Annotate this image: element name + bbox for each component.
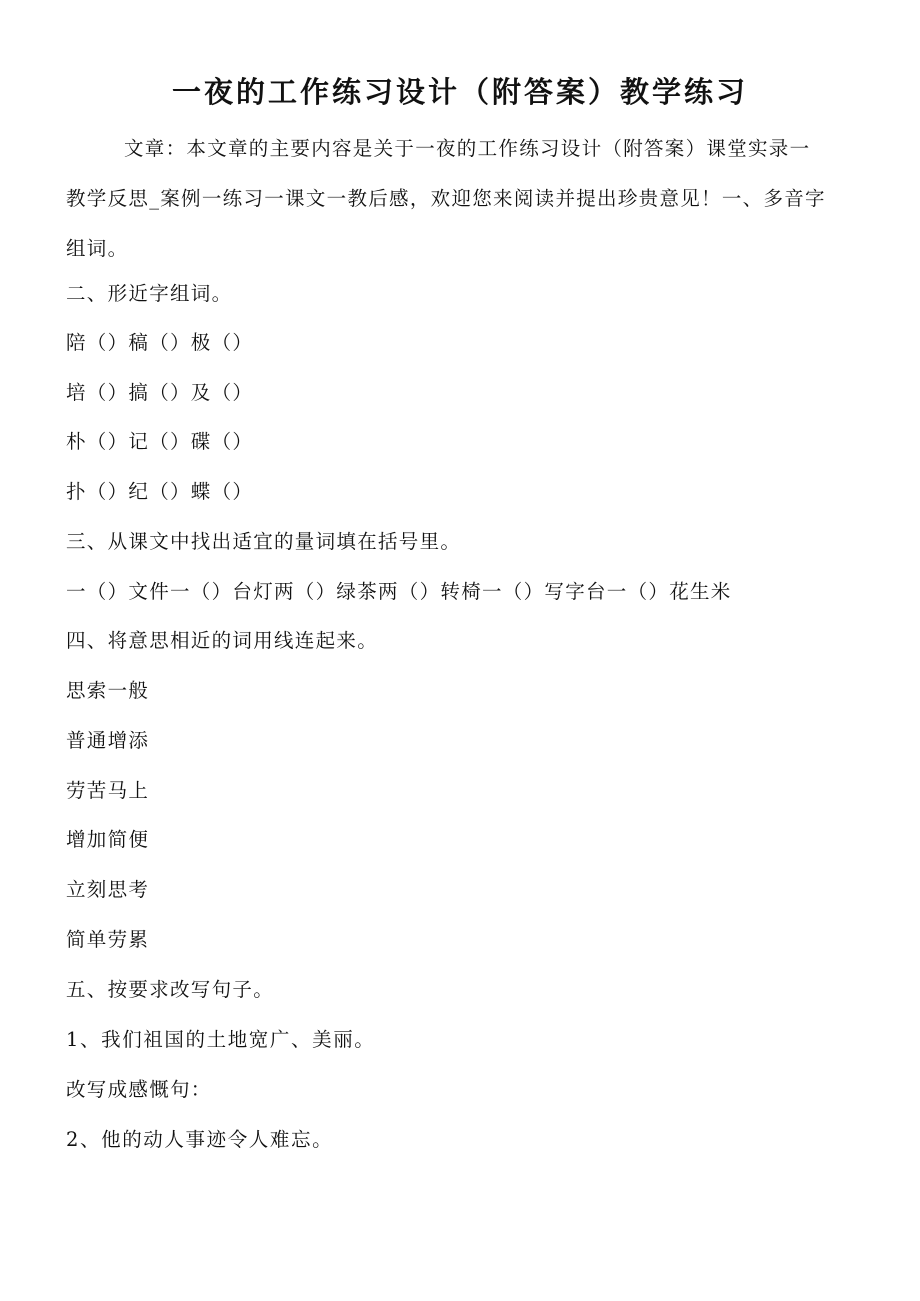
intro-line: 组词。 <box>66 237 129 260</box>
exercise-row: 陪（）稿（）极（） <box>66 331 254 354</box>
intro-line: 文章：本文章的主要内容是关于一夜的工作练习设计（附答案）课堂实录一 <box>124 137 811 160</box>
section-heading-4: 四、将意思相近的词用线连起来。 <box>66 629 379 652</box>
exercise-row: 培（）搞（）及（） <box>66 381 254 404</box>
exercise-row: 一（）文件一（）台灯两（）绿茶两（）转椅一（）写字台一（）花生米 <box>66 580 732 603</box>
word-pair-row: 简单劳累 <box>66 928 150 951</box>
intro-line: 教学反思_案例一练习一课文一教后感，欢迎您来阅读并提出珍贵意见！一、多音字 <box>66 187 826 210</box>
sentence-item-1: 1、我们祖国的土地宽广、美丽。 <box>66 1028 376 1051</box>
word-pair-row: 思索一般 <box>66 679 150 702</box>
document-title: 一夜的工作练习设计（附答案）教学练习 <box>171 75 748 109</box>
exercise-row: 扑（）纪（）蝶（） <box>66 480 254 503</box>
word-pair-row: 普通增添 <box>66 729 150 752</box>
section-heading-2: 二、形近字组词。 <box>66 282 233 305</box>
word-pair-row: 立刻思考 <box>66 878 150 901</box>
sentence-item-2: 2、他的动人事迹令人难忘。 <box>66 1128 334 1151</box>
section-heading-5: 五、按要求改写句子。 <box>66 978 275 1001</box>
intro-paragraph <box>66 124 866 274</box>
section-heading-3: 三、从课文中找出适宜的量词填在括号里。 <box>66 530 462 553</box>
rewrite-instruction: 改写成感慨句： <box>66 1078 212 1101</box>
exercise-row: 朴（）记（）碟（） <box>66 430 254 453</box>
word-pair-row: 增加简便 <box>66 828 150 851</box>
word-pair-row: 劳苦马上 <box>66 779 150 802</box>
